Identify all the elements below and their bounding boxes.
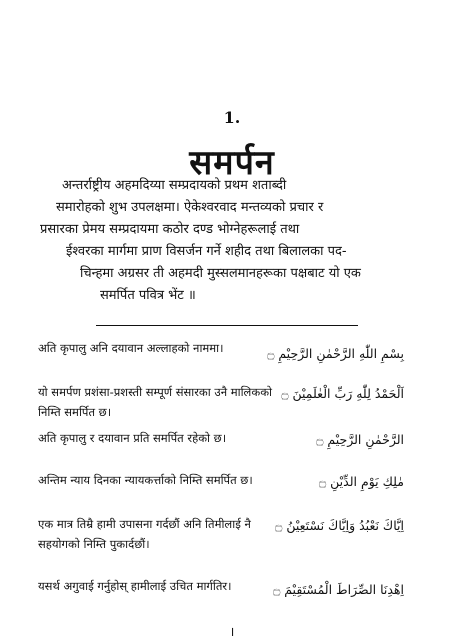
dedication-line: अन्तर्राष्ट्रीय अहमदिय्या सम्प्रदायको प्रथम शताब्दी — [62, 178, 287, 193]
verse-translation: एक मात्र तिम्रै हामी उपासना गर्दछौं अनि तिमीलाई नै सहयोगको निम्ति पुकार्दछौं। — [38, 517, 251, 551]
verse-translation: अति कृपालु र दयावान प्रति समर्पित रहेको छ। — [38, 431, 227, 445]
verse-arabic: اَلْحَمْدُ لِلّٰهِ رَبِّ الْعٰلَمِيْنَ ۝ — [281, 386, 404, 401]
dedication-paragraph — [40, 175, 440, 307]
verse-translation: यो समर्पण प्रशंसा-प्रशस्ती सम्पूर्ण संसारका उनै मालिकको निम्ति समर्पित छ। — [38, 385, 273, 419]
page-title: समर्पन — [189, 143, 275, 183]
verse-translation: यसर्थ अगुवाई गर्नुहोस् हामीलाई उचित मार्गतिर। — [38, 579, 232, 593]
dedication-line: समर्पित पवित्र भेंट ॥ — [100, 288, 196, 303]
section-divider — [96, 325, 358, 326]
verse-arabic: الرَّحْمٰنِ الرَّحِيْمِ ۝ — [316, 432, 404, 447]
verse-arabic: اِهْدِنَا الصِّرَاطَ الْمُسْتَقِيْمَ ۝ — [272, 582, 404, 597]
verse-translation: अन्तिम न्याय दिनका न्यायकर्त्ताको निम्ति समर्पित छ। — [38, 473, 253, 487]
footer-mark: । — [229, 625, 235, 640]
verse-arabic: مٰلِكِ يَوْمِ الدِّيْنِ ۝ — [318, 474, 404, 489]
dedication-line: समारोहको शुभ उपलक्षमा। ऐकेश्वरवाद मन्तव्यको प्रचार र — [56, 200, 324, 215]
dedication-line: चिन्हमा अग्रसर ती अहमदी मुस्सलमानहरूका पक्षबाट यो एक — [80, 266, 361, 281]
verse-arabic: اِيَّاكَ نَعْبُدُ وَاِيَّاكَ نَسْتَعِيْنُ ۝ — [275, 518, 404, 533]
page-number: 1. — [223, 108, 241, 127]
dedication-line: प्रसारका प्रेमय सम्प्रदायमा कठोर दण्ड भोग्नेहरूलाई तथा — [40, 222, 300, 237]
dedication-line: ईश्वरका मार्गमा प्राण विसर्जन गर्ने शहीद तथा बिलालका पद- — [66, 244, 347, 259]
verse-arabic: بِسْمِ اللّٰهِ الرَّحْمٰنِ الرَّحِيْمِ ۝ — [267, 346, 404, 361]
verse-translation: अति कृपालु अनि दयावान अल्लाहको नाममा। — [38, 341, 224, 355]
